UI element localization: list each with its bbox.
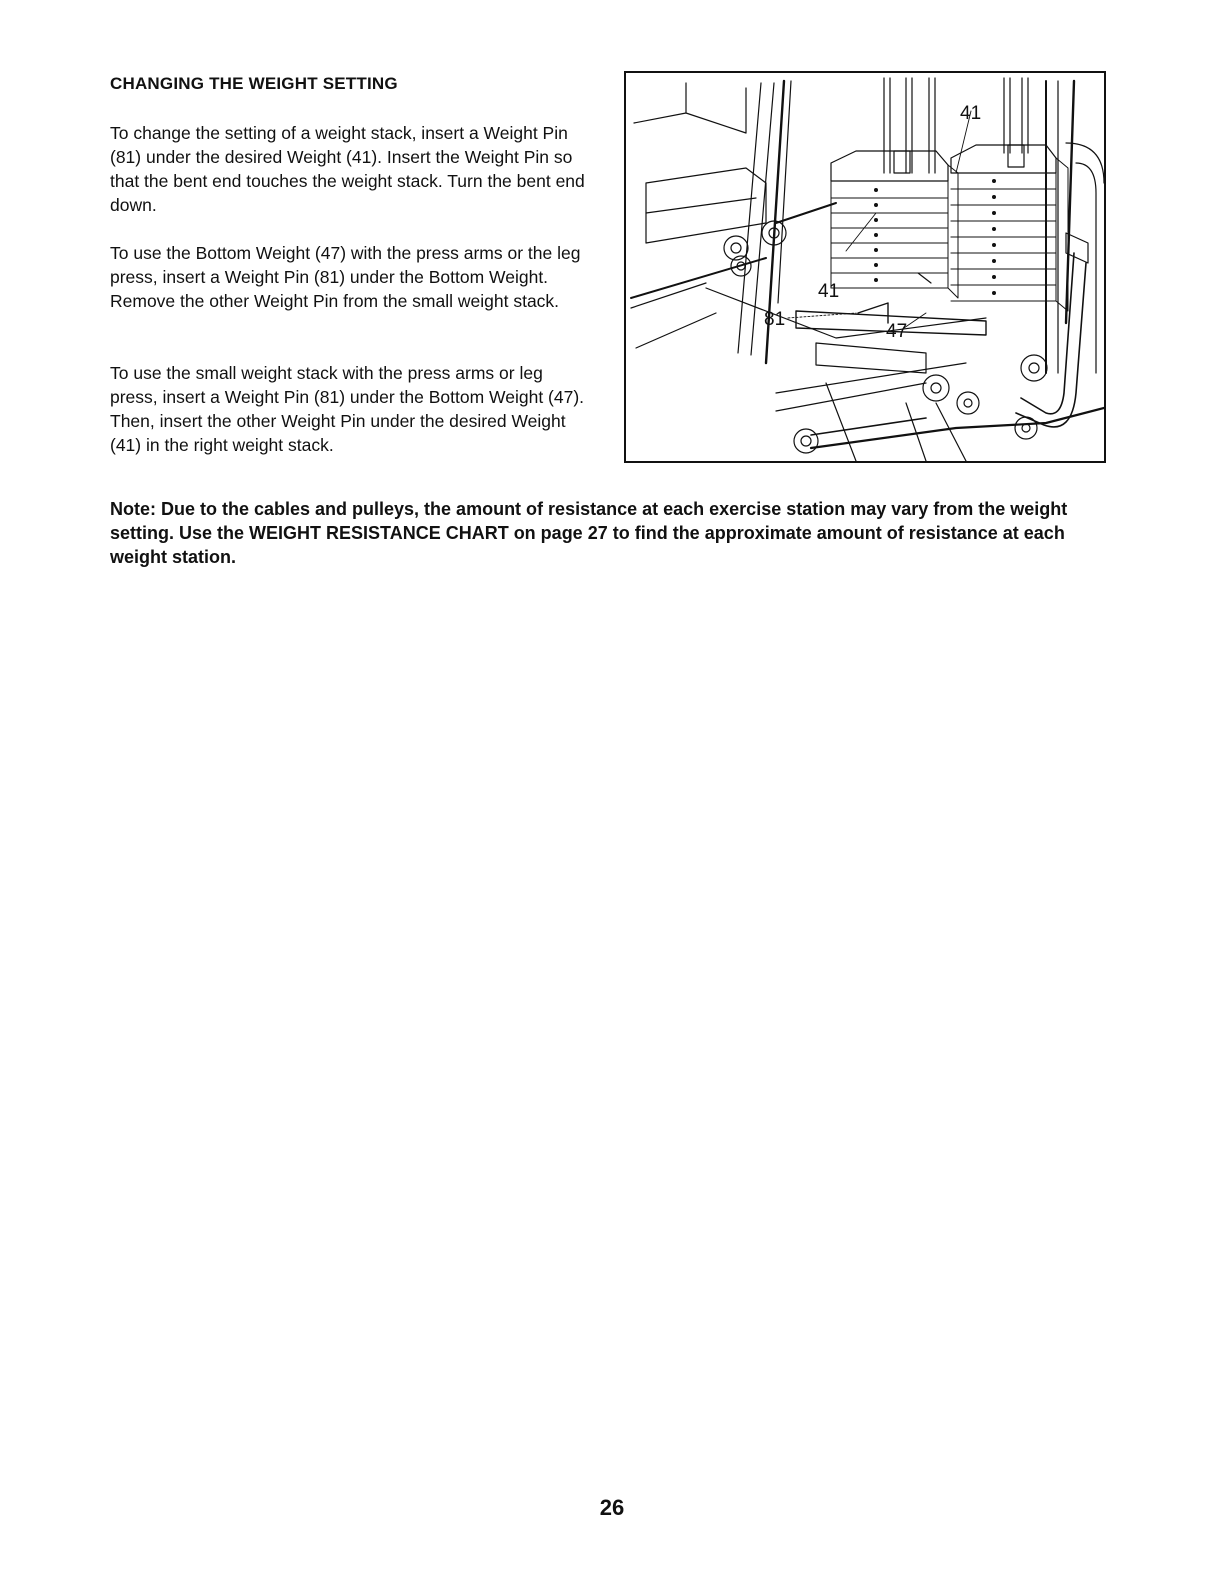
callout-47: 47 bbox=[886, 321, 908, 342]
page-number: 26 bbox=[599, 1495, 625, 1520]
section-heading: CHANGING THE WEIGHT SETTING bbox=[110, 74, 398, 93]
paragraph-small-stack: To use the small weight stack with the press arms or leg press, insert a Weight Pin (81) under the Bottom Weight (47). Then, insert the other Weight Pin under the desired Weight (41) in the right weight stack. bbox=[110, 363, 585, 455]
callout-41-top: 41 bbox=[960, 103, 982, 124]
callout-41-mid: 41 bbox=[818, 281, 840, 302]
callout-81: 81 bbox=[764, 309, 786, 330]
paragraph-bottom-weight: To use the Bottom Weight (47) with the press arms or the leg press, insert a Weight Pin (81) under the Bottom Weight. Remove the other Weight Pin from the small weight stack. bbox=[110, 243, 581, 311]
weight-stack-illustration bbox=[626, 73, 1104, 461]
paragraph-change-setting: To change the setting of a weight stack, insert a Weight Pin (81) under the desired Weight (41). Insert the Weight Pin so that the bent end touches the weight stack. Turn the bent end down. bbox=[110, 123, 585, 215]
resistance-note: Note: Due to the cables and pulleys, the amount of resistance at each exercise station may vary from the weight setting. Use the WEIGHT RESISTANCE CHART on page 27 to find the approximate amount of resistance at each weight station. bbox=[110, 499, 1068, 567]
weight-stack-figure bbox=[624, 71, 1106, 463]
